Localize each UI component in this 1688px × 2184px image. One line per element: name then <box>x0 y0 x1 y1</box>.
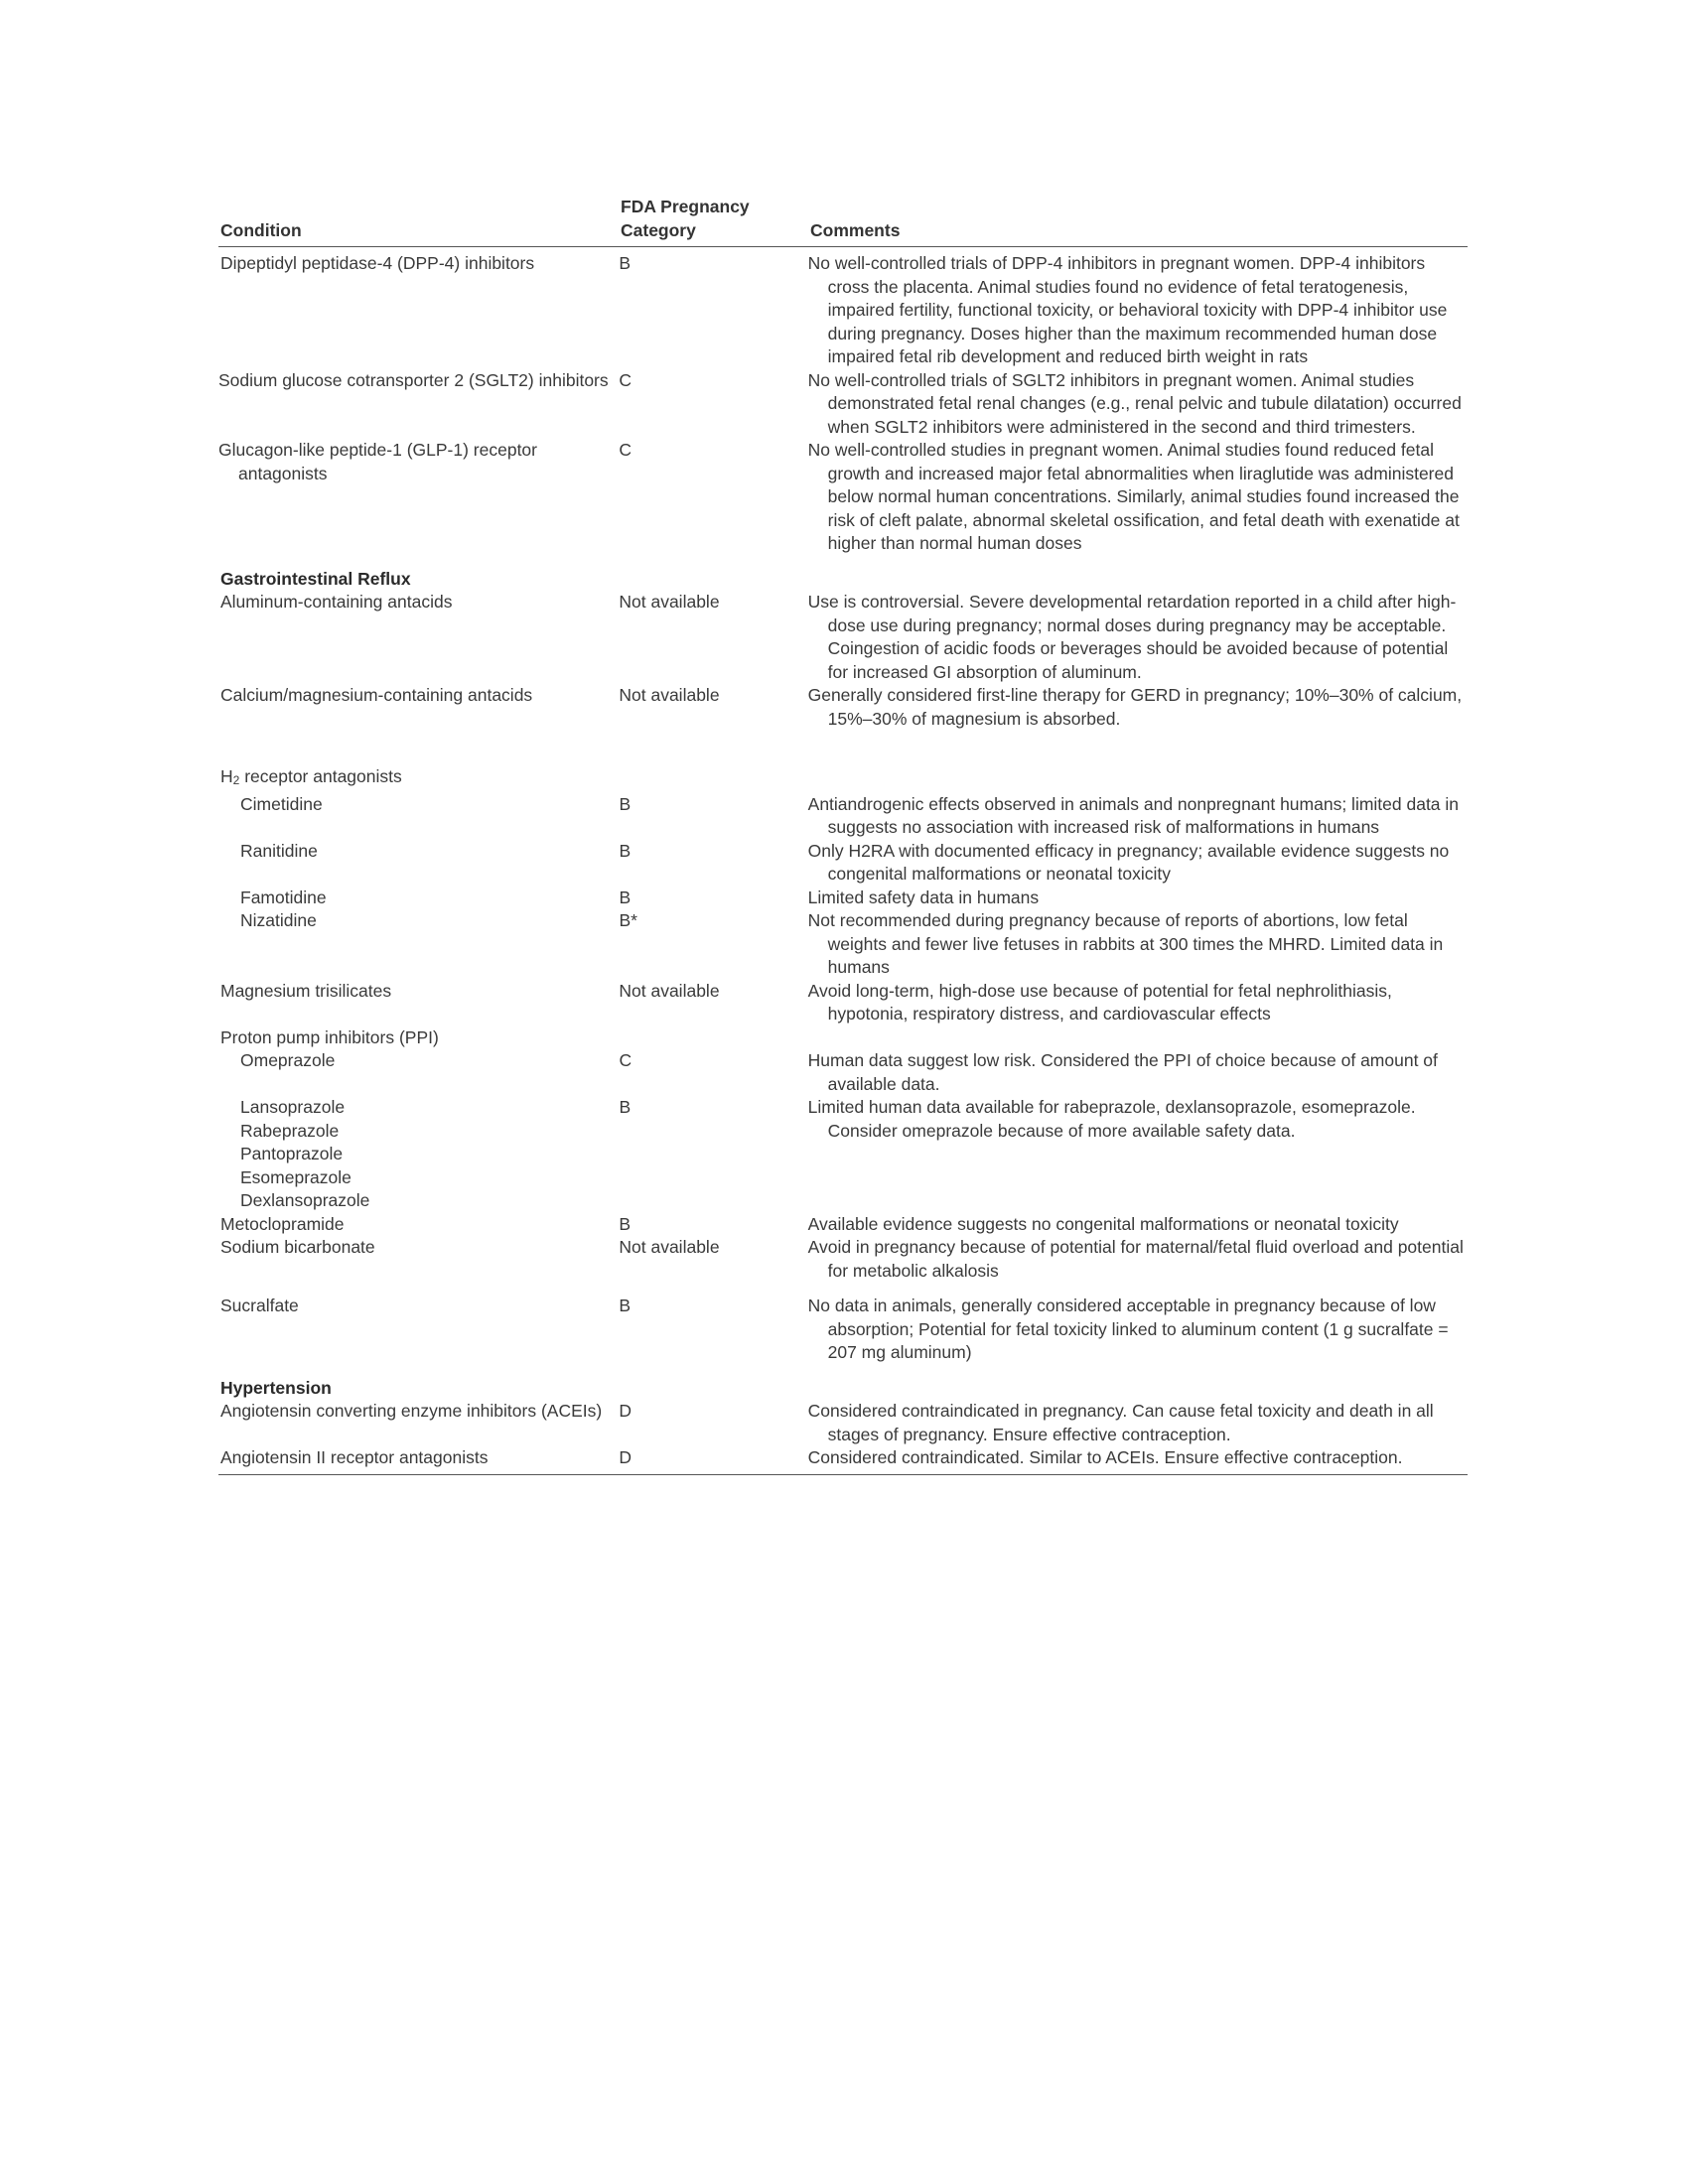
condition-cell: Sodium glucose cotransporter 2 (SGLT2) inhibitors <box>218 369 609 390</box>
comment-cell: Generally considered first-line therapy for GERD in pregnancy; 10%–30% of calcium, 15%–30% of magnesium is absorbed. <box>807 685 1463 729</box>
comment-cell: Considered contraindicated. Similar to ACEIs. Ensure effective contraception. <box>807 1447 1403 1467</box>
comment-cell: Avoid in pregnancy because of potential for maternal/fetal fluid overload and potential for metabolic alkalosis <box>807 1237 1464 1281</box>
category-cell: B <box>619 793 632 814</box>
column-header-category <box>621 196 750 242</box>
drug-name: Pantoprazole <box>240 1144 344 1163</box>
table-row <box>218 591 1468 684</box>
comment-cell: Human data suggest low risk. Considered the PPI of choice because of amount of available data. <box>807 1050 1438 1094</box>
category-cell: C <box>619 440 633 460</box>
table-row <box>218 793 1468 840</box>
table-row <box>218 439 1468 556</box>
condition-cell: Sucralfate <box>220 1296 299 1315</box>
condition-cell: Magnesium trisilicates <box>220 980 392 1001</box>
category-cell: B <box>619 1296 632 1315</box>
category-cell: D <box>619 1401 633 1421</box>
comment-cell: No well-controlled trials of SGLT2 inhibitors in pregnant women. Animal studies demonstrated fetal renal changes (e.g., renal pelvic and tubule dilatation) occurred when SGLT2 inhibitors were administered in the second and third trimesters. <box>807 369 1462 437</box>
table-row <box>218 1096 1468 1213</box>
condition-cell: Glucagon-like peptide-1 (GLP-1) receptor antagonists <box>218 440 537 483</box>
h2-prefix: H <box>220 766 233 786</box>
condition-cell: Cimetidine <box>240 793 323 814</box>
section-heading-gi-reflux: Gastrointestinal Reflux <box>220 568 411 589</box>
table-row <box>218 887 1468 910</box>
table-row <box>218 1213 1468 1237</box>
column-header-category-line2: Category <box>621 219 696 240</box>
h2-suffix: receptor antagonists <box>239 766 402 786</box>
category-cell: C <box>619 1050 633 1070</box>
column-header-comments: Comments <box>810 219 901 240</box>
category-cell: B <box>619 887 632 907</box>
comment-cell: No data in animals, generally considered acceptable in pregnancy because of low absorption; Potential for fetal toxicity linked to aluminum content (1 g sucralfate = 207 mg aluminum) <box>807 1296 1449 1362</box>
comment-cell: Only H2RA with documented efficacy in pregnancy; available evidence suggests no congenital malformations or neonatal toxicity <box>807 840 1450 884</box>
group-heading-h2-antagonists <box>218 765 623 793</box>
condition-cell-list <box>218 1096 619 1213</box>
table-row <box>218 252 1468 369</box>
condition-cell: Omeprazole <box>240 1050 336 1070</box>
comment-cell: Available evidence suggests no congenital malformations or neonatal toxicity <box>807 1213 1399 1234</box>
category-cell: B <box>619 840 632 861</box>
category-cell: B <box>619 1213 632 1234</box>
condition-cell: Dipeptidyl peptidase-4 (DPP-4) inhibitors <box>220 253 535 273</box>
table-row <box>218 1049 1468 1096</box>
comment-cell: Not recommended during pregnancy because of reports of abortions, low fetal weights and fewer live fetuses in rabbits at 300 times the MHRD. Limited data in humans <box>807 910 1444 977</box>
comment-cell: Use is controversial. Severe developmental retardation reported in a child after high-dose use during pregnancy; normal doses during pregnancy may be acceptable. Coingestion of acidic foods or beverages should be avoided because of potential for increased GI absorption of aluminum. <box>807 592 1457 682</box>
section-heading-hypertension: Hypertension <box>220 1377 332 1398</box>
table-row <box>218 1446 1468 1470</box>
comment-cell: Considered contraindicated in pregnancy. Can cause fetal toxicity and death in all stages of pregnancy. Ensure effective contraception. <box>807 1401 1434 1444</box>
h2-subscript: 2 <box>232 773 240 787</box>
comment-cell: Avoid long-term, high-dose use because of potential for fetal nephrolithiasis, hypotonia, respiratory distress, and cardiovascular effects <box>807 980 1392 1024</box>
group-heading-ppi: Proton pump inhibitors (PPI) <box>220 1026 439 1047</box>
comment-cell: Antiandrogenic effects observed in animals and nonpregnant humans; limited data in suggests no association with increased risk of malformations in humans <box>807 793 1460 837</box>
category-cell: Not available <box>619 1237 720 1257</box>
table-row <box>218 369 1468 440</box>
drug-name: Esomeprazole <box>240 1166 352 1187</box>
category-cell: Not available <box>619 980 720 1001</box>
table-row <box>218 684 1468 731</box>
drug-name: Lansoprazole <box>240 1097 346 1117</box>
drug-name: Rabeprazole <box>240 1120 340 1141</box>
column-header-condition: Condition <box>220 219 302 240</box>
comment-cell: Limited safety data in humans <box>807 887 1040 907</box>
category-cell: Not available <box>619 685 720 705</box>
condition-cell: Sodium bicarbonate <box>220 1237 375 1257</box>
table-row <box>218 980 1468 1026</box>
drug-name: Dexlansoprazole <box>240 1190 370 1210</box>
table-row <box>218 840 1468 887</box>
condition-cell: Aluminum-containing antacids <box>220 592 453 612</box>
table-header <box>218 195 1468 247</box>
comment-cell: No well-controlled studies in pregnant women. Animal studies found reduced fetal growth and increased major fetal abnormalities when liraglutide was administered below normal human concentrations. Similarly, animal studies found increased the risk of cleft palate, abnormal skeletal ossification, and fetal death with exenatide at higher than normal human doses <box>807 440 1460 553</box>
column-header-category-line1: FDA Pregnancy <box>621 197 750 216</box>
table-body <box>218 247 1468 1475</box>
category-cell: B <box>619 1097 632 1117</box>
comment-cell: Limited human data available for rabeprazole, dexlansoprazole, esomeprazole. Consider omeprazole because of more available safety data. <box>807 1097 1416 1141</box>
drug-pregnancy-table <box>218 195 1468 1475</box>
category-cell: B <box>619 253 632 273</box>
comment-cell: No well-controlled trials of DPP-4 inhibitors in pregnant women. DPP-4 inhibitors cross the placenta. Animal studies found no evidence of fetal teratogenesis, impaired fertility, functional toxicity, or behavioral toxicity with DPP-4 inhibitor use during pregnancy. Doses higher than the maximum recommended human dose impaired fetal rib development and reduced birth weight in rats <box>807 253 1448 366</box>
table-row <box>218 1400 1468 1446</box>
condition-cell: Angiotensin II receptor antagonists <box>220 1447 489 1467</box>
table-row <box>218 1295 1468 1365</box>
table-row <box>218 1236 1468 1283</box>
category-cell: D <box>619 1447 633 1467</box>
category-cell: B* <box>619 910 637 930</box>
condition-cell: Nizatidine <box>240 910 317 930</box>
category-cell: C <box>619 369 633 390</box>
condition-cell: Metoclopramide <box>220 1213 345 1234</box>
category-cell: Not available <box>619 592 720 612</box>
condition-cell: Calcium/magnesium-containing antacids <box>220 685 533 705</box>
condition-cell: Ranitidine <box>240 840 318 861</box>
condition-cell: Angiotensin converting enzyme inhibitors (ACEIs) <box>220 1401 603 1421</box>
condition-cell: Famotidine <box>240 887 327 907</box>
table-row <box>218 909 1468 980</box>
